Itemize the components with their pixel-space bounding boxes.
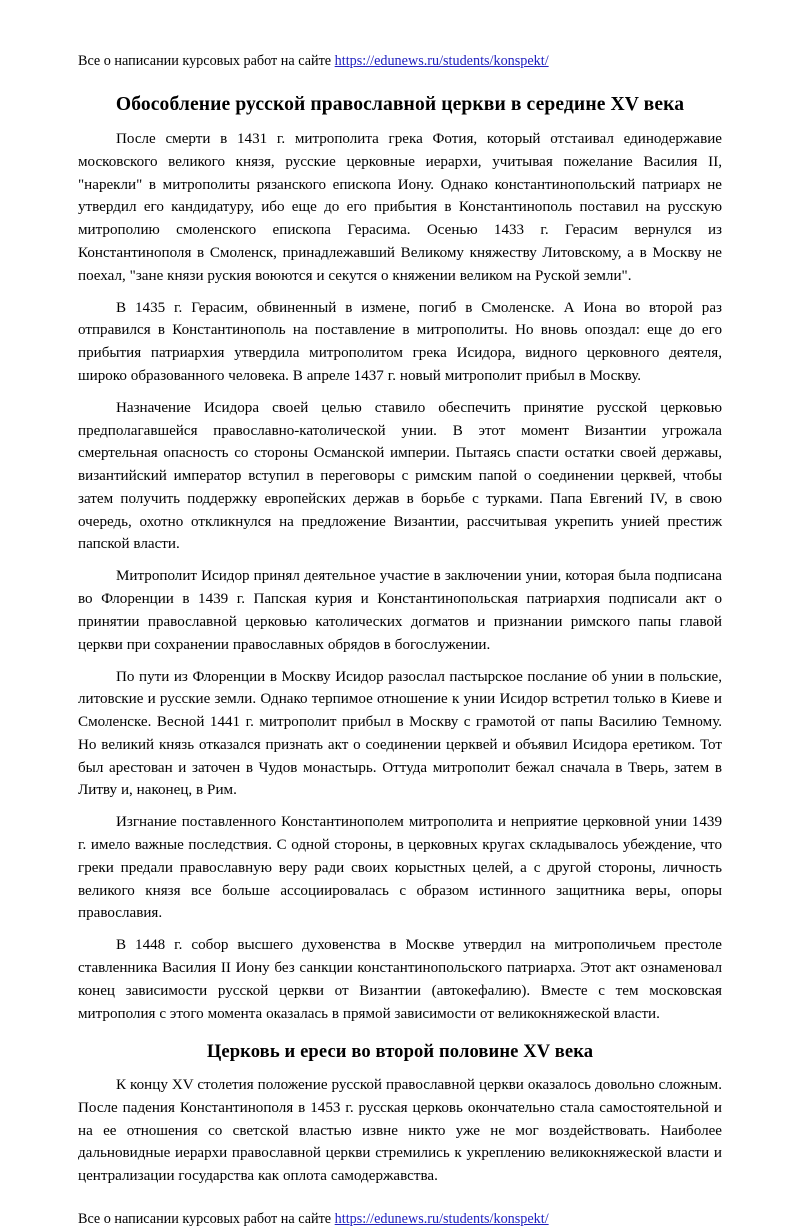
page-title: Обособление русской православной церкви в середине XV века (115, 94, 685, 116)
document-body (78, 52, 722, 1228)
paragraph: К концу XV столетия положение русской православной церкви оказалось довольно сложным. После падения Константинополя в 1453 г. русская церковь окончательно стала самостоятельной и на ее отношения со светской властью извне никто уже не мог воздействовать. Наиболее дальновидные иерархи православной церкви стремились к укреплению великокняжеской власти и централизации государства как оплота самодержавства. (78, 1077, 722, 1185)
paragraph: В 1435 г. Герасим, обвиненный в измене, погиб в Смоленске. А Иона во второй раз отправился в Константинополь на поставление в митрополиты. Но вновь опоздал: еще до его прибытия патриархия утвердила митрополитом грека Исидора, видного церковного деятеля, широко образованного человека. В апреле 1437 г. новый митрополит прибыл в Москву. (78, 299, 722, 384)
paragraph: После смерти в 1431 г. митрополита грека Фотия, который отстаивал единодержавие московского великого князя, русские церковные иерархи, учитывая пожелание Василия II, "нарекли" в митрополиты рязанского епископа Иону. Однако константинопольский патриарх не утвердил его кандидатуру, ибо еще до его прибытия в Константинополь поставил на русскую митрополию смоленского епископа Герасима. Осенью 1433 г. Герасим вернулся из Константинополя в Смоленск, принадлежавший Великому княжеству Литовскому, а в Москву не поехал, "зане князи руския воюются и секутся о княжении великом на Руской земли". (78, 131, 722, 284)
paragraph: Назначение Исидора своей целью ставило обеспечить принятие русской церковью предполагавшейся православно-католической унии. В этот момент Византии угрожала смертельная опасность со стороны Османской империи. Пытаясь спасти остатки своей державы, византийский император вступил в переговоры с римским папой о соединении церквей, чтобы затем получить поддержку европейских держав в борьбе с турками. Папа Евгений IV, в свою очередь, охотно откликнулся на предложение Византии, рассчитывая укрепить унией престиж папской власти. (78, 400, 722, 553)
running-footer (78, 1210, 722, 1228)
running-header-link[interactable]: https://edunews.ru/students/konspekt/ (334, 53, 549, 69)
paragraph: Изгнание поставленного Константинополем митрополита и неприятие церковной унии 1439 г. имело важные последствия. С одной стороны, в церковных кругах складывалось убеждение, что греки предали православную веру ради своих корыстных целей, а с другой стороны, личность великого князя все больше ассоциировалась с образом истинного защитника веры, опоры православия. (78, 814, 722, 922)
running-footer-link[interactable]: https://edunews.ru/students/konspekt/ (334, 1210, 549, 1227)
section-heading: Церковь и ереси во второй половине XV века (206, 1041, 594, 1063)
paragraph: Митрополит Исидор принял деятельное участие в заключении унии, которая была подписана во Флоренции в 1439 г. Папская курия и Константинопольская патриархия подписали акт о принятии православной церковью католических догматов и признании римского папы главой церкви при сохранении православных обрядов в богослужении. (78, 568, 722, 653)
paragraph: В 1448 г. собор высшего духовенства в Москве утвердил на митрополичьем престоле ставленника Василия II Иону без санкции константинопольского патриарха. Этот акт ознаменовал конец зависимости русской церкви от Византии (автокефалию). Вместе с тем московская митрополия с этого момента оказалась в прямой зависимости от великокняжеской власти. (78, 937, 722, 1022)
running-header (78, 52, 722, 70)
paragraph: По пути из Флоренции в Москву Исидор разослал пастырское послание об унии в польские, литовские и русские земли. Однако терпимое отношение к унии Исидор встретил только в Киеве и Смоленске. Весной 1441 г. митрополит прибыл в Москву с грамотой от папы Василию Темному. Но великий князь отказался признать акт о соединении церквей и объявил Исидора еретиком. Тот был арестован и заточен в Чудов монастырь. Оттуда митрополит бежал сначала в Тверь, затем в Литву и, наконец, в Рим. (78, 668, 722, 799)
running-footer-label: Все о написании курсовых работ на сайте (78, 1210, 335, 1227)
running-header-label: Все о написании курсовых работ на сайте (78, 53, 335, 69)
